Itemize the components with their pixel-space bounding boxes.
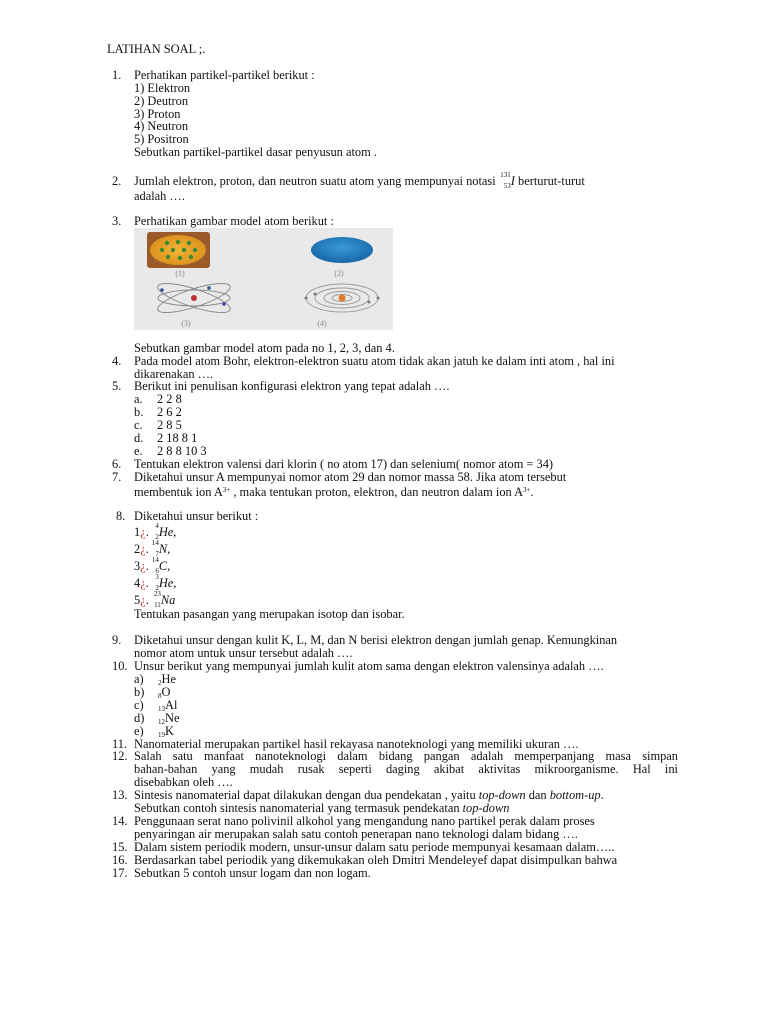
element-symbol: He xyxy=(158,525,174,539)
q16-text: Berdasarkan tabel periodik yang dikemukakan oleh Dmitri Mendeleyef dapat disimpulkan bahwa xyxy=(134,853,618,867)
q13-text-d: Sebutkan contoh sintesis nanomaterial yang termasuk pendekatan xyxy=(134,801,463,815)
option-letter: d. xyxy=(134,431,144,445)
q13-number: 13. xyxy=(112,788,128,802)
item-tail: , xyxy=(173,576,177,590)
q2-notation xyxy=(499,171,511,190)
q9-line2: nomor atom untuk unsur tersebut adalah …. xyxy=(134,646,353,660)
mass-number: 14 xyxy=(151,556,159,564)
item-index: 2 xyxy=(134,542,141,556)
q2-symbol: I xyxy=(510,174,515,188)
page-title: LATIHAN SOAL ;. xyxy=(107,42,206,56)
q7-line2 xyxy=(134,484,534,499)
atomic-number: 7 xyxy=(155,550,159,558)
q9-number: 9. xyxy=(112,633,122,647)
q13-term-top-down-2: top-down xyxy=(462,801,510,815)
q14-line2: penyaringan air merupakan salah satu contoh penerapan nano teknologi dalam bidang …. xyxy=(134,827,578,841)
item-tail: , xyxy=(167,559,171,573)
item-tail: , xyxy=(173,525,177,539)
atom-models-figure xyxy=(134,228,393,330)
atomic-number: 2 xyxy=(155,584,159,592)
q17-number: 17. xyxy=(112,866,128,880)
q1-item-3: 3) Proton xyxy=(134,107,181,121)
item-mark: ¿ xyxy=(140,559,146,573)
atomic-number: 12 xyxy=(158,718,165,726)
q7-number: 7. xyxy=(112,470,122,484)
option-value: 2 6 2 xyxy=(157,405,182,419)
option-letter: c) xyxy=(134,698,144,712)
q8-item-3: 3¿. 14 6 C, xyxy=(134,556,171,575)
q14-line1: Penggunaan serat nano polivinil alkohol yang mengandung nano partikel perak dalam proses xyxy=(134,814,595,828)
element-symbol: C xyxy=(158,559,168,573)
q7-line2-b: , maka tentukan proton, elektron, dan neutron dalam ion A xyxy=(230,485,524,499)
atomic-number: 19 xyxy=(158,731,165,739)
option-value: 2 8 8 10 3 xyxy=(157,444,207,458)
model-label-1: (1) xyxy=(175,269,185,278)
option-value: 2 18 8 1 xyxy=(157,431,198,445)
q2-number: 2. xyxy=(112,174,122,188)
q1-footer: Sebutkan partikel-partikel dasar penyusun atom . xyxy=(134,145,377,159)
item-index: 3 xyxy=(134,559,141,573)
q7-line1: Diketahui unsur A mempunyai nomor atom 29 dan nomor massa 58. Jika atom tersebut xyxy=(134,470,567,484)
q12-line1: Salah satu manfaat nanoteknologi dalam bidang pangan adalah memperpanjang masa simpan xyxy=(134,749,678,763)
rutherford-model xyxy=(155,278,233,319)
q17-text: Sebutkan 5 contoh unsur logam dan non logam. xyxy=(134,866,371,880)
q12-line2: bahan-bahan yang mudah rusak seperti daging akibat aktivitas mikroorganisme. Hal ini xyxy=(134,762,678,776)
q5-text: Berikut ini penulisan konfigurasi elektron yang tepat adalah …. xyxy=(134,379,450,393)
mass-number: 14 xyxy=(151,539,159,547)
q2-text-b: berturut-turut xyxy=(518,174,585,188)
q12-number: 12. xyxy=(112,749,128,763)
item-index: 1 xyxy=(134,525,141,539)
option-letter: d) xyxy=(134,711,145,725)
q4-line1: Pada model atom Bohr, elektron-elektron suatu atom tidak akan jatuh ke dalam inti atom , hal ini xyxy=(134,354,615,368)
item-mark: ¿ xyxy=(140,542,146,556)
atomic-number: 11 xyxy=(154,601,161,609)
q11-number: 11. xyxy=(112,737,128,751)
q2-line1 xyxy=(134,171,585,190)
q5-number: 5. xyxy=(112,379,122,393)
item-mark: ¿ xyxy=(140,593,146,607)
q13-text-a: Sintesis nanomaterial dapat dilakukan dengan dua pendekatan , yaitu xyxy=(134,788,479,802)
option-letter: b. xyxy=(134,405,144,419)
atomic-number: 6 xyxy=(155,567,159,575)
q2-text-a: Jumlah elektron, proton, dan neutron suatu atom yang mempunyai notasi xyxy=(134,174,496,188)
mass-number: 23 xyxy=(153,590,161,598)
q9-line1: Diketahui unsur dengan kulit K, L, M, dan N berisi elektron dengan jumlah genap. Kemungkinan xyxy=(134,633,618,647)
atomic-number: 13 xyxy=(158,705,165,713)
q4-number: 4. xyxy=(112,354,122,368)
q13-term-bottom-up: bottom-up xyxy=(549,788,601,802)
q8-item-5: 5¿. 23 11 Na xyxy=(134,590,176,609)
q14-number: 14. xyxy=(112,814,128,828)
q1-text: Perhatikan partikel-partikel berikut : xyxy=(134,68,315,82)
q8-number: 8. xyxy=(116,509,126,523)
ion-charge: 3+ xyxy=(222,486,231,494)
option-letter: b) xyxy=(134,685,145,699)
option-value: 2 8 5 xyxy=(157,418,182,432)
element-symbol: He xyxy=(158,576,174,590)
q12-line3: disebabkan oleh …. xyxy=(134,775,233,789)
q1-number: 1. xyxy=(112,68,122,82)
q2-atomic-number: 53 xyxy=(503,182,511,190)
q8-item-1: 1¿. 4 2 He, xyxy=(134,522,177,541)
option-letter: a) xyxy=(134,672,144,686)
mass-number: 4 xyxy=(155,522,159,530)
atomic-number: 2 xyxy=(155,533,159,541)
model-label-2: (2) xyxy=(334,269,344,278)
item-mark: ¿ xyxy=(140,576,146,590)
element-symbol: Na xyxy=(160,593,176,607)
q3-number: 3. xyxy=(112,214,122,228)
q10-number: 10. xyxy=(112,659,128,673)
q1-item-5: 5) Positron xyxy=(134,132,189,146)
item-index: 4 xyxy=(134,576,141,590)
q11-text: Nanomaterial merupakan partikel hasil rekayasa nanoteknologi yang memiliki ukuran …. xyxy=(134,737,579,751)
element-symbol: Ne xyxy=(165,711,180,725)
q1-item-1: 1) Elektron xyxy=(134,81,191,95)
item-tail: , xyxy=(167,542,171,556)
q6-number: 6. xyxy=(112,457,122,471)
option-letter: e) xyxy=(134,724,144,738)
q4-line2: dikarenakan …. xyxy=(134,367,214,381)
q15-text: Dalam sistem periodik modern, unsur-unsur dalam satu periode mempunyai kesamaan dalam….. xyxy=(134,840,615,854)
option-value: 2 2 8 xyxy=(157,392,182,406)
model-label-4: (4) xyxy=(317,319,327,328)
bohr-model xyxy=(305,284,380,312)
q13-term-top-down: top-down xyxy=(478,788,526,802)
ion-charge: 3+ xyxy=(523,486,531,494)
q16-number: 16. xyxy=(112,853,128,867)
q3-text: Perhatikan gambar model atom berikut : xyxy=(134,214,334,228)
q3-footer: Sebutkan gambar model atom pada no 1, 2, 3, dan 4. xyxy=(134,341,395,355)
option-letter: c. xyxy=(134,418,143,432)
q8-text: Diketahui unsur berikut : xyxy=(134,509,259,523)
q2-mass-number: 131 xyxy=(500,171,511,179)
q10-text: Unsur berikut yang mempunyai jumlah kulit atom sama dengan elektron valensinya adalah …. xyxy=(134,659,604,673)
element-symbol: O xyxy=(161,685,171,699)
q13-text-b: dan xyxy=(525,788,550,802)
q13-text-c: . xyxy=(600,788,604,802)
q7-line2-a: membentuk ion A xyxy=(134,485,223,499)
q15-number: 15. xyxy=(112,840,128,854)
element-symbol: N xyxy=(158,542,168,556)
item-mark: ¿ xyxy=(140,525,146,539)
dalton-model xyxy=(311,237,373,263)
model-label-3: (3) xyxy=(181,319,191,328)
option-letter: e. xyxy=(134,444,143,458)
q8-footer: Tentukan pasangan yang merupakan isotop dan isobar. xyxy=(134,607,405,621)
atomic-number: 8 xyxy=(158,692,162,700)
mass-number: 3 xyxy=(155,573,159,581)
q8-item-2: 2¿. 14 7 N, xyxy=(134,539,171,558)
thomson-model xyxy=(147,232,210,268)
element-symbol: Al xyxy=(165,698,178,712)
q7-line2-c: . xyxy=(530,485,534,499)
q1-item-4: 4) Neutron xyxy=(134,119,189,133)
q1-item-2: 2) Deutron xyxy=(134,94,189,108)
option-letter: a. xyxy=(134,392,143,406)
atomic-number: 2 xyxy=(158,679,162,687)
atom-models-image xyxy=(134,228,393,330)
element-symbol: K xyxy=(165,724,174,738)
q6-text: Tentukan elektron valensi dari klorin ( no atom 17) dan selenium( nomor atom = 34) xyxy=(134,457,554,471)
element-symbol: He xyxy=(161,672,176,686)
item-index: 5 xyxy=(134,593,141,607)
q8-item-4: 4¿. 3 2 He, xyxy=(134,573,177,592)
q2-line2: adalah …. xyxy=(134,189,185,203)
